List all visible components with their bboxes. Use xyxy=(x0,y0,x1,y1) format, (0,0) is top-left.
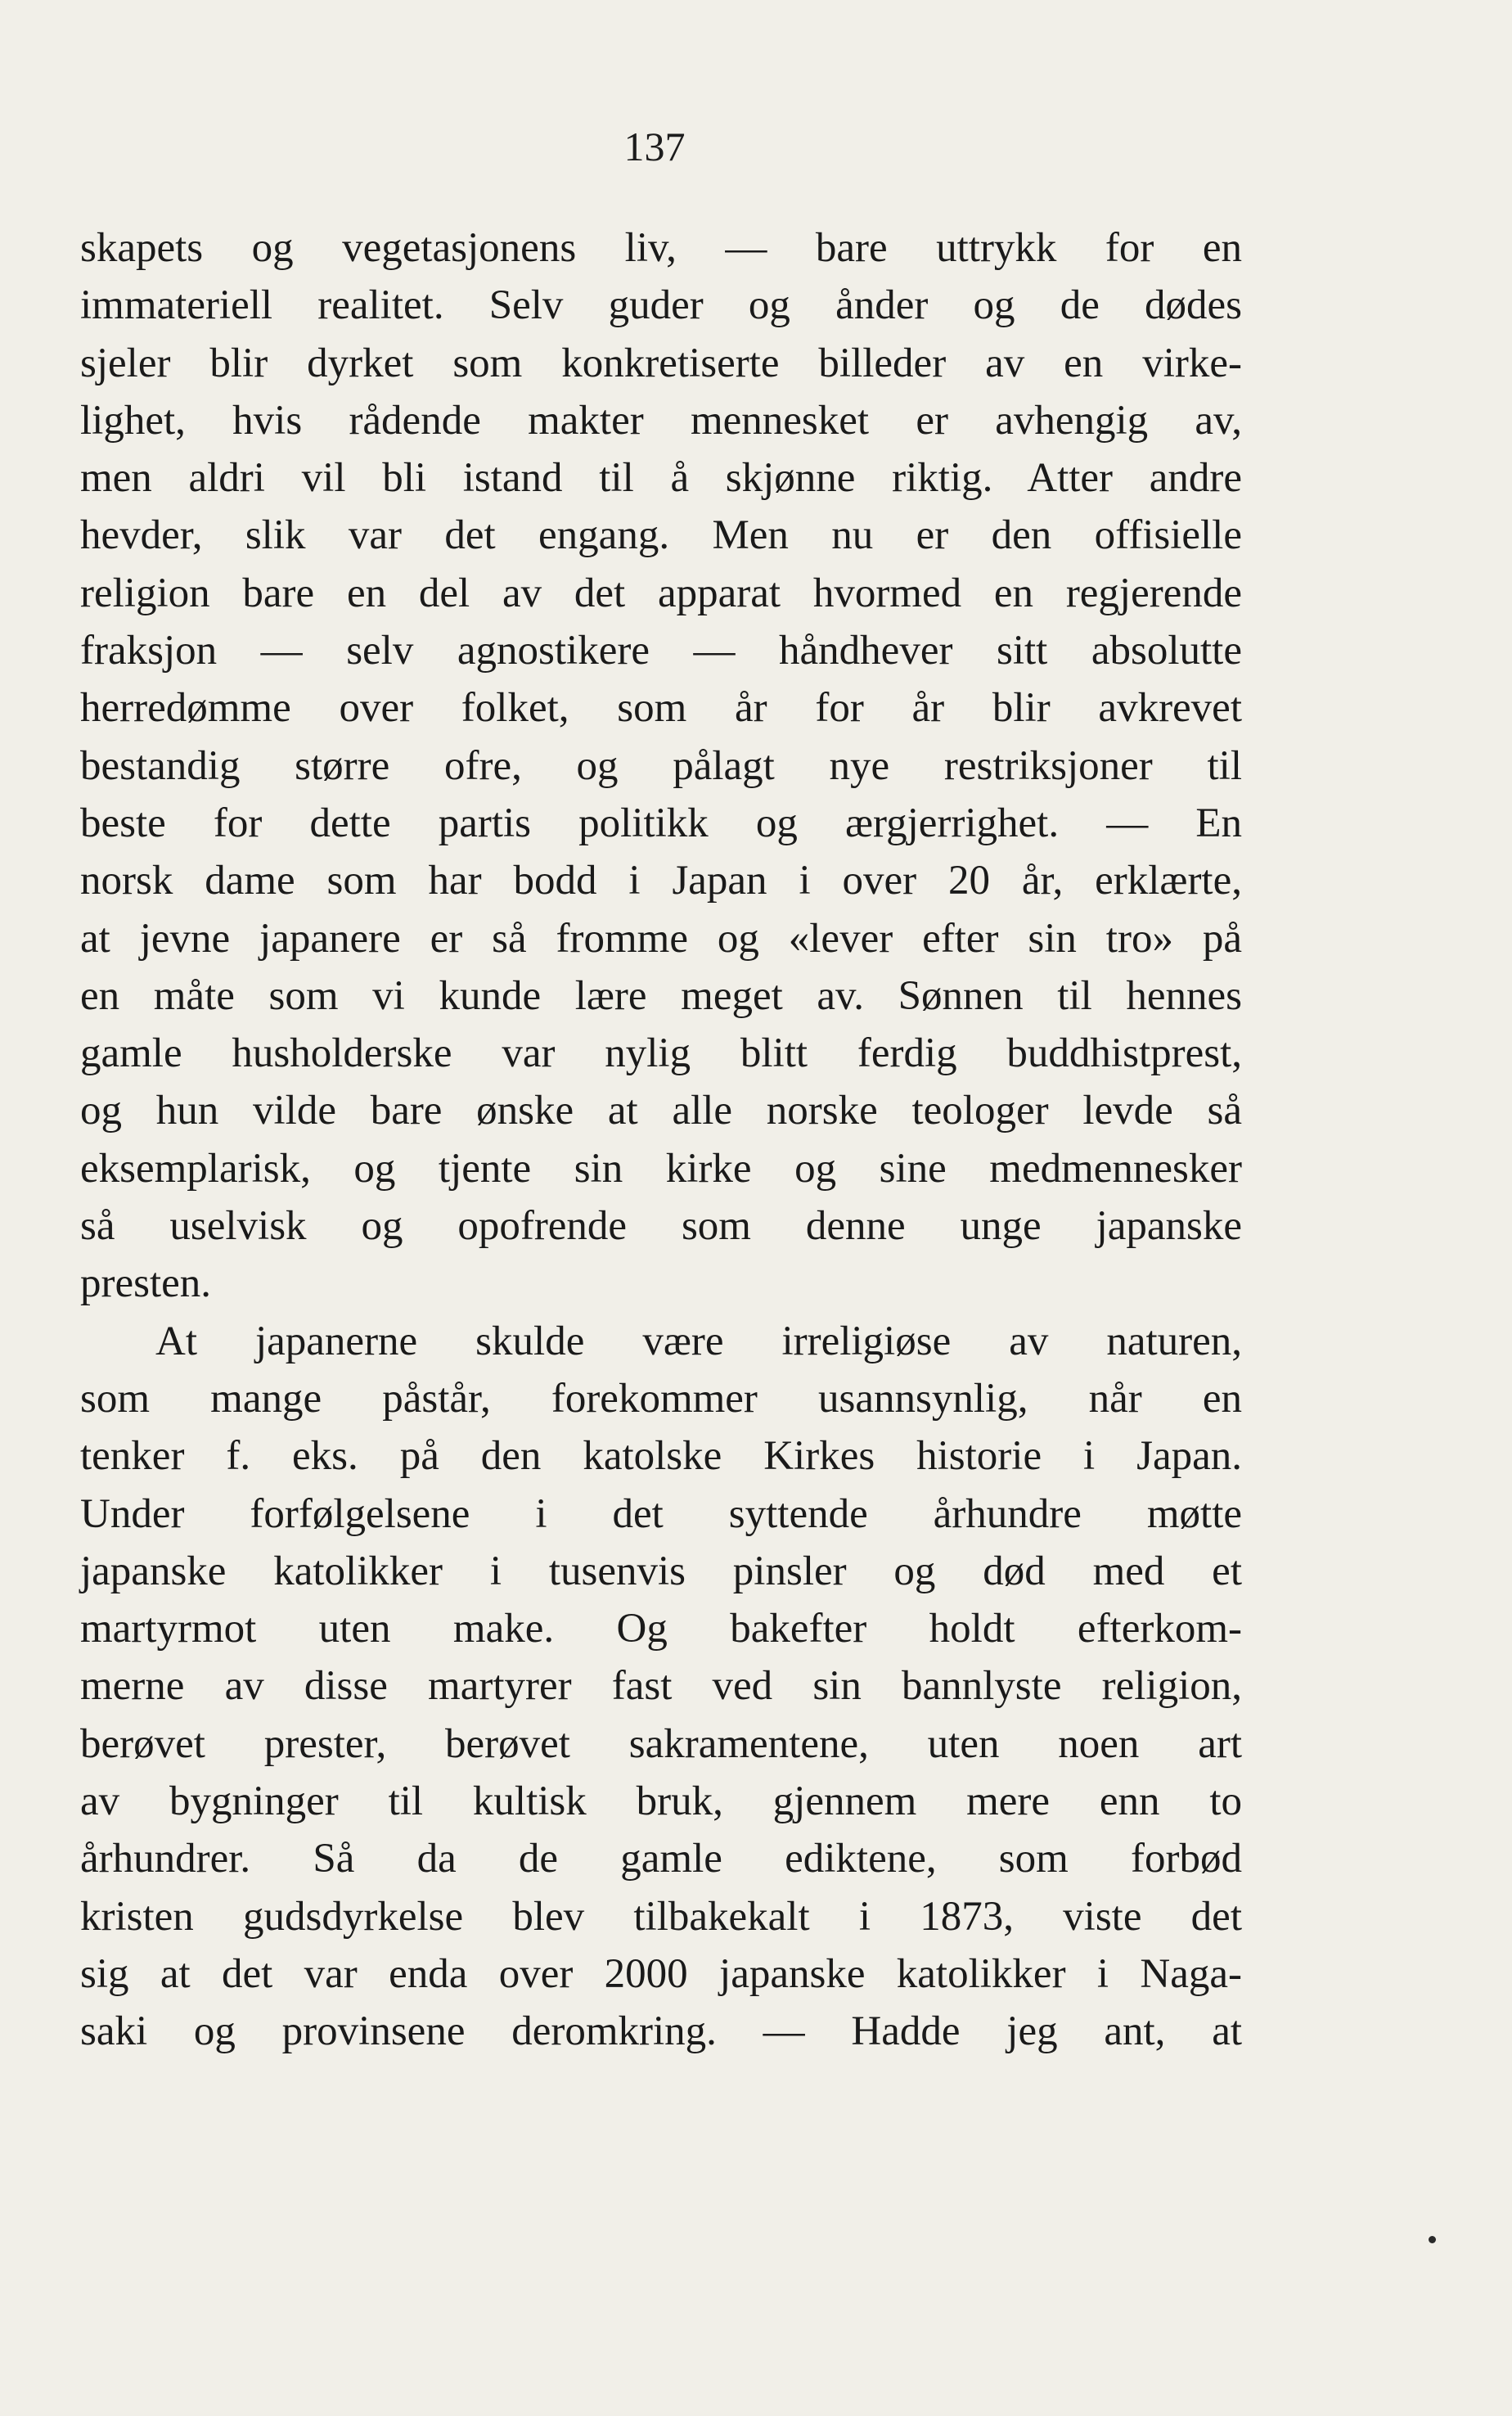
text-line: japanske katolikker i tusenvis pinsler og død med et xyxy=(80,1548,1242,1594)
text-line: merne av disse martyrer fast ved sin bannlyste religion, xyxy=(80,1663,1242,1710)
body-text xyxy=(80,219,1242,2061)
text-line: eksemplarisk, og tjente sin kirke og sine medmennesker xyxy=(80,1145,1242,1192)
text-line: beste for dette partis politikk og ærgjerrighet. — En xyxy=(80,800,1242,846)
paragraph-2 xyxy=(80,1313,1242,2061)
text-line: herredømme over folket, som år for år blir avkrevet xyxy=(80,685,1242,732)
text-line: skapets og vegetasjonens liv, — bare uttrykk for en xyxy=(80,225,1242,271)
text-line: og hun vilde bare ønske at alle norske teologer levde så xyxy=(80,1088,1242,1134)
text-line: hevder, slik var det engang. Men nu er den offisielle xyxy=(80,512,1242,559)
text-line: martyrmot uten make. Og bakefter holdt efterkom- xyxy=(80,1606,1242,1652)
text-line: sjeler blir dyrket som konkretiserte billeder av en virke- xyxy=(80,340,1242,386)
text-line: så uselvisk og opofrende som denne unge japanske xyxy=(80,1203,1242,1250)
text-line: tenker f. eks. på den katolske Kirkes historie i Japan. xyxy=(80,1433,1242,1480)
text-line: saki og provinsene deromkring. — Hadde jeg ant, at xyxy=(80,2008,1242,2055)
text-line: kristen gudsdyrkelse blev tilbakekalt i 1873, viste det xyxy=(80,1893,1242,1940)
text-line: sig at det var enda over 2000 japanske katolikker i Naga- xyxy=(80,1950,1242,1997)
page-number: 137 xyxy=(623,124,686,169)
text-line: av bygninger til kultisk bruk, gjennem mere enn to xyxy=(80,1778,1242,1825)
text-line: religion bare en del av det apparat hvormed en regjerende xyxy=(80,570,1242,616)
ink-speck xyxy=(1429,2236,1436,2243)
text-line: berøvet prester, berøvet sakramentene, uten noen art xyxy=(80,1720,1242,1767)
text-line: at jevne japanere er så fromme og «lever efter sin tro» på xyxy=(80,915,1242,962)
text-line: en måte som vi kunde lære meget av. Sønnen til hennes xyxy=(80,972,1242,1019)
text-line: gamle husholderske var nylig blitt ferdig buddhistprest, xyxy=(80,1030,1242,1077)
text-line: At japanerne skulde være irreligiøse av naturen, xyxy=(155,1318,1242,1364)
text-line: men aldri vil bli istand til å skjønne riktig. Atter andre xyxy=(80,455,1242,502)
text-line: som mange påstår, forekommer usannsynlig, når en xyxy=(80,1375,1242,1422)
text-line: presten. xyxy=(80,1260,212,1307)
paragraph-1 xyxy=(80,219,1242,1313)
text-line: bestandig større ofre, og pålagt nye restriksjoner til xyxy=(80,742,1242,789)
text-line: fraksjon — selv agnostikere — håndhever sitt absolutte xyxy=(80,628,1242,674)
text-line: immateriell realitet. Selv guder og ånder og de dødes xyxy=(80,282,1242,329)
text-line: Under forfølgelsene i det syttende århundre møtte xyxy=(80,1490,1242,1537)
text-line: århundrer. Så da de gamle ediktene, som forbød xyxy=(80,1836,1242,1882)
text-line: norsk dame som har bodd i Japan i over 20 år, erklærte, xyxy=(80,858,1242,904)
text-line: lighet, hvis rådende makter mennesket er avhengig av, xyxy=(80,397,1242,444)
